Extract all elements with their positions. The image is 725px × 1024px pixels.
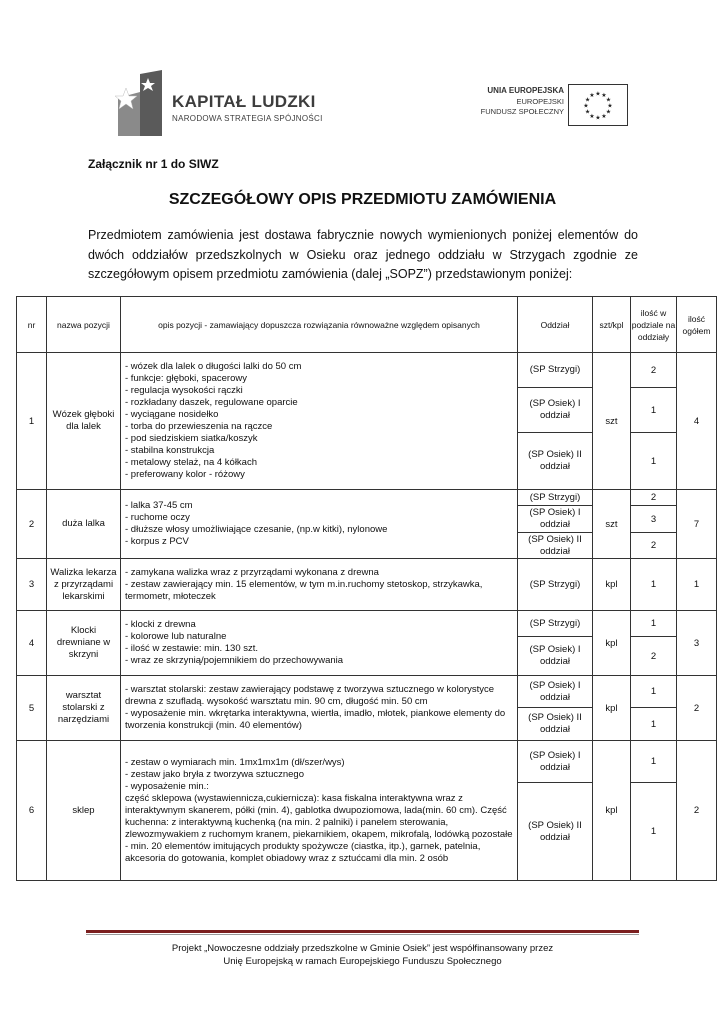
item-description [121, 353, 518, 490]
qty-total: 3 [677, 611, 717, 676]
department: (SP Osiek) I oddział [518, 388, 593, 433]
kapital-ludzki-logo [110, 70, 330, 140]
description-line: - wyciągane nosidełko [125, 409, 219, 420]
qty-total: 2 [677, 741, 717, 881]
table-row [17, 611, 717, 637]
description-line: - warsztat stolarski: zestaw zawierający podstawę z tworzywa sztucznego w kolorystyce drewna z szufladą. wysokość warsztatu min. 90 cm, długość min. 50 cm [125, 684, 495, 707]
description-line: część sklepowa (wystawiennicza,cukiernicza): kasa fiskalna interaktywna wraz z interaktywnym skanerem, półki (min. 4), gablotka dwupoziomowa, lada(min. 60 cm). Część kuchenna: z interaktywną kuchenką (na min. 2 palniki) i panelem sterowania, zlewozmywakiem z ruchomym kranem, piekarnikiem, okapem, mikrofalą, lodówką pozostałe - min. 20 elementów imitujących produkty spożywcze (ciastka, itp.), garnek, patelnia, akcesoria do gotowania, komplet obiadowy wraz z sztućcami dla min. 2 osób [125, 792, 513, 864]
qty-department: 2 [631, 533, 677, 559]
qty-department: 1 [631, 741, 677, 783]
qty-department: 3 [631, 506, 677, 533]
table-row [17, 676, 717, 708]
eu-label-line1: UNIA EUROPEJSKA [487, 86, 564, 95]
qty-department: 1 [631, 433, 677, 490]
footer-divider [86, 930, 639, 933]
description-line: - torba do przewieszenia na rączce [125, 421, 273, 432]
qty-total: 1 [677, 559, 717, 611]
page-title: SZCZEGÓŁOWY OPIS PRZEDMIOTU ZAMÓWIENIA [168, 191, 557, 208]
qty-department: 1 [631, 559, 677, 611]
header-unit: szt/kpl [593, 297, 631, 353]
annex-label: Załącznik nr 1 do SIWZ [88, 157, 219, 171]
header-nr: nr [17, 297, 47, 353]
item-description [121, 490, 518, 559]
unit: szt [593, 490, 631, 559]
unit: szt [593, 353, 631, 490]
department: (SP Osiek) II oddział [518, 708, 593, 741]
description-line: - funkcje: głęboki, spacerowy [125, 373, 247, 384]
description-line: - zestaw zawierający min. 15 elementów, w tym m.in.ruchomy stetoskop, strzykawka, termometr, młoteczek [125, 578, 483, 602]
description-line: - zamykana walizka wraz z przyrządami wykonana z drewna [125, 566, 379, 578]
description-line: - wyposażenie min. wkrętarka interaktywna, wiertła, imadło, młotek, piankowe elementy do tworzenia konstrukcji (min. 40 elementów) [125, 708, 506, 731]
kapital-ludzki-emblem-icon [110, 70, 166, 140]
header-name: nazwa pozycji [47, 297, 121, 353]
qty-department: 2 [631, 490, 677, 506]
description-line: - wózek dla lalek o długości lalki do 50 cm [125, 361, 302, 372]
unit: kpl [593, 676, 631, 741]
item-name: warsztat stolarski z narzędziami [47, 676, 121, 741]
item-name: sklep [47, 741, 121, 881]
description-line: - ilość w zestawie: min. 130 szt. [125, 643, 259, 654]
department: (SP Osiek) I oddział [518, 741, 593, 783]
eu-flag-icon [568, 84, 628, 126]
item-description [121, 611, 518, 676]
table-row [17, 490, 717, 506]
department: (SP Osiek) I oddział [518, 676, 593, 708]
department: (SP Osiek) I oddział [518, 506, 593, 533]
unit: kpl [593, 611, 631, 676]
header-description: opis pozycji - zamawiający dopuszcza rozwiązania równoważne względem opisanych [121, 297, 518, 353]
header-qty-per-department: ilość w podziale na oddziały [631, 297, 677, 353]
table-row [17, 741, 717, 783]
department: (SP Osiek) II oddział [518, 433, 593, 490]
eu-star-icon: ★ [584, 97, 591, 104]
description-line: - klocki z drewna [125, 619, 196, 630]
eu-label-line2: EUROPEJSKI [516, 97, 564, 106]
qty-total: 7 [677, 490, 717, 559]
unit: kpl [593, 741, 631, 881]
department: (SP Strzygi) [518, 559, 593, 611]
eu-star-icon: ★ [589, 93, 595, 100]
kapital-ludzki-subtitle: NARODOWA STRATEGIA SPÓJNOŚCI [172, 114, 323, 123]
description-line: - kolorowe lub naturalne [125, 631, 227, 642]
table-row [17, 353, 717, 388]
item-name: Klocki drewniane w skrzyni [47, 611, 121, 676]
department: (SP Strzygi) [518, 490, 593, 506]
kapital-ludzki-title: KAPITAŁ LUDZKI [172, 92, 316, 111]
footer [80, 942, 645, 968]
qty-department: 1 [631, 708, 677, 741]
eu-star-icon: ★ [607, 103, 613, 110]
eu-star-icon: ★ [589, 113, 595, 120]
description-line: - preferowany kolor - różowy [125, 469, 245, 480]
description-line: - ruchome oczy [125, 512, 190, 523]
eu-star-icon: ★ [584, 109, 591, 116]
eu-logo [474, 84, 634, 128]
intro-paragraph: Przedmiotem zamówienia jest dostawa fabrycznie nowych wymienionych poniżej elementów do dwóch oddziałów przedszkolnych w Osieku oraz jednego oddziału w Strzygach zgodnie ze szczegółowym opisem przedmiotu zamówienia (dalej „SOPZ”) przedstawionym poniżej: [88, 228, 638, 281]
qty-department: 2 [631, 353, 677, 388]
description-line: - pod siedziskiem siatka/koszyk [125, 433, 258, 444]
item-description [121, 676, 518, 741]
department: (SP Osiek) II oddział [518, 783, 593, 881]
description-line: - lalka 37-45 cm [125, 500, 193, 511]
description-line: - regulacja wysokości rączki [125, 385, 243, 396]
department: (SP Strzygi) [518, 611, 593, 637]
department: (SP Osiek) I oddział [518, 637, 593, 676]
eu-star-icon: ★ [601, 113, 607, 120]
eu-star-icon: ★ [605, 97, 612, 104]
eu-label-line3: FUNDUSZ SPOŁECZNY [480, 107, 564, 116]
table-row [17, 559, 717, 611]
qty-department: 1 [631, 611, 677, 637]
item-number: 6 [17, 741, 47, 881]
description-line: - zestaw o wymiarach min. 1mx1mx1m (dł/szer/wys) [125, 756, 345, 768]
description-line: - wyposażenie min.: [125, 780, 209, 792]
qty-department: 1 [631, 783, 677, 881]
item-number: 2 [17, 490, 47, 559]
qty-department: 2 [631, 637, 677, 676]
description-line: - korpus z PCV [125, 536, 189, 547]
description-line: - stabilna konstrukcja [125, 445, 215, 456]
description-line: - zestaw jako bryła z tworzywa sztucznego [125, 768, 304, 780]
footer-divider-thin [86, 934, 639, 935]
item-name: Wózek głęboki dla lalek [47, 353, 121, 490]
header-qty-total: ilość ogółem [677, 297, 717, 353]
item-number: 3 [17, 559, 47, 611]
department: (SP Strzygi) [518, 353, 593, 388]
description-line: - metalowy stelaż, na 4 kółkach [125, 457, 258, 468]
item-name: Walizka lekarza z przyrządami lekarskimi [47, 559, 121, 611]
qty-total: 2 [677, 676, 717, 741]
specification-table [16, 296, 717, 881]
qty-total: 4 [677, 353, 717, 490]
department: (SP Osiek) II oddział [518, 533, 593, 559]
qty-department: 1 [631, 388, 677, 433]
item-description [121, 559, 518, 611]
item-number: 1 [17, 353, 47, 490]
item-name: duża lalka [47, 490, 121, 559]
table-header-row [17, 297, 717, 353]
description-line: - wraz ze skrzynią/pojemnikiem do przechowywania [125, 655, 344, 666]
eu-star-icon: ★ [595, 91, 601, 98]
eu-star-icon: ★ [605, 109, 612, 116]
eu-star-icon: ★ [595, 115, 601, 122]
eu-star-icon: ★ [601, 93, 607, 100]
footer-line2: Unię Europejską w ramach Europejskiego Funduszu Społecznego [223, 956, 502, 967]
item-number: 4 [17, 611, 47, 676]
unit: kpl [593, 559, 631, 611]
item-description [121, 741, 518, 881]
footer-line1: Projekt „Nowoczesne oddziały przedszkolne w Gminie Osiek” jest współfinansowany przez [171, 943, 554, 954]
description-line: - rozkładany daszek, regulowane oparcie [125, 397, 298, 408]
header-department: Oddział [518, 297, 593, 353]
item-number: 5 [17, 676, 47, 741]
eu-star-icon: ★ [583, 103, 589, 110]
description-line: - dłuższe włosy umożliwiające czesanie, (np.w kitki), nylonowe [125, 524, 388, 535]
qty-department: 1 [631, 676, 677, 708]
